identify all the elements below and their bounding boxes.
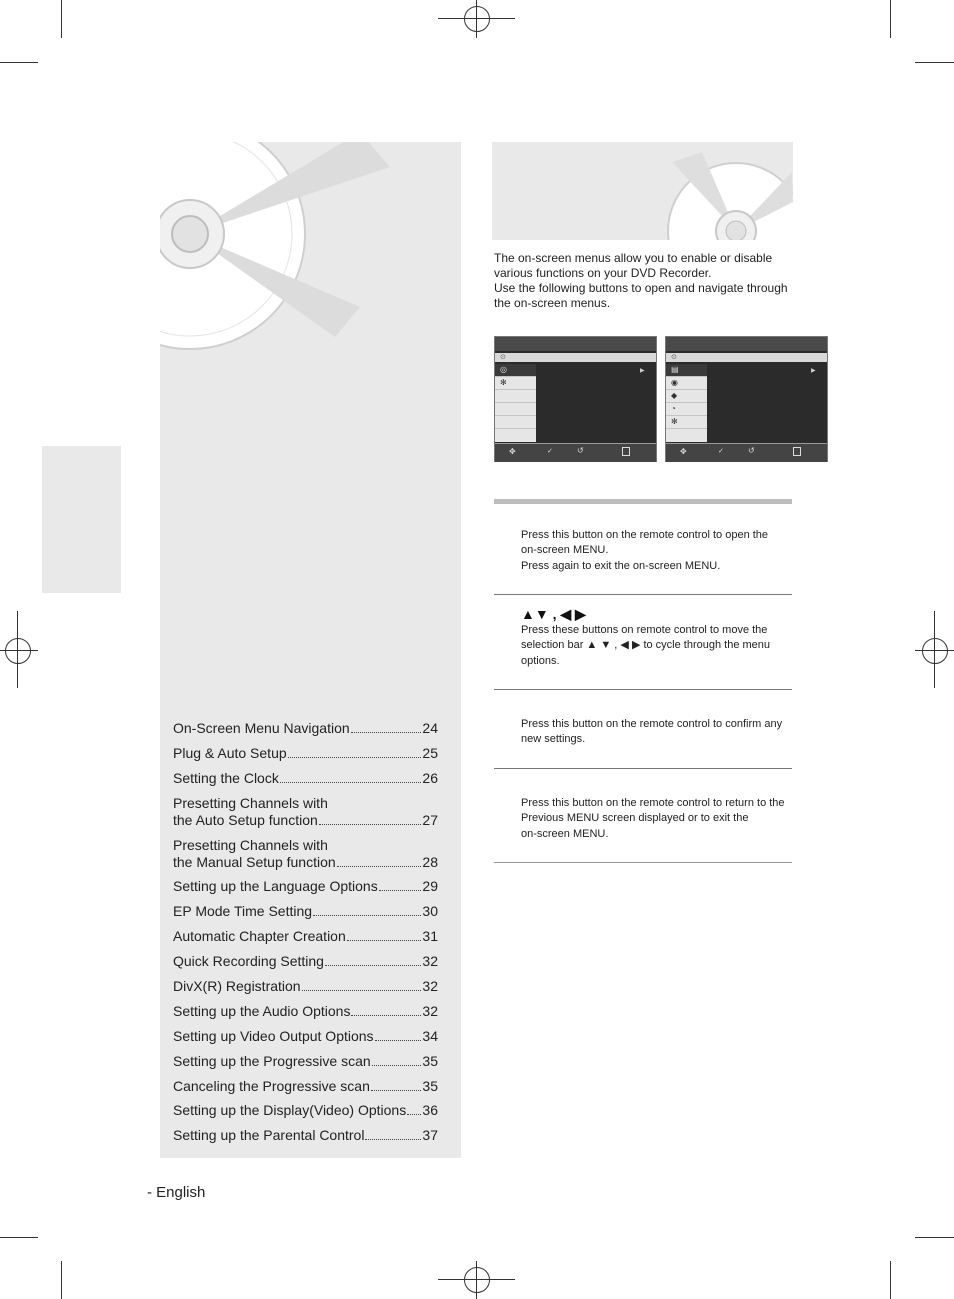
screen-menu-item — [666, 390, 707, 403]
toc-entry-title: Setting the Clock — [173, 769, 279, 786]
toc-leader-dots — [325, 965, 421, 966]
arrow-buttons-description — [521, 605, 786, 669]
toc-entry — [173, 1102, 438, 1119]
intro-line: various functions on your DVD Recorder. — [494, 266, 712, 280]
section-divider — [494, 594, 792, 595]
disc-icon: ⊙ — [671, 354, 677, 361]
menu-screenshot-2 — [665, 336, 828, 462]
description-line: Press this button on the remote control to return to the — [521, 797, 785, 809]
screen-menu-item — [495, 364, 536, 377]
toc-page-number: 24 — [422, 720, 438, 736]
toc-leader-dots — [347, 940, 422, 941]
toc-page-number: 32 — [422, 978, 438, 995]
screen-bottom-bar — [666, 443, 827, 462]
programme-icon: ◎ — [500, 365, 507, 374]
intro-line: The on-screen menus allow you to enable or disable — [494, 251, 773, 265]
screen-menu-item — [495, 390, 536, 403]
ok-button-description — [521, 717, 786, 748]
toc-page-number: 32 — [422, 1002, 438, 1019]
toc-leader-dots — [280, 782, 422, 783]
toc-leader-dots — [319, 824, 422, 825]
screen-menu-column — [495, 364, 536, 442]
screen-menu-item — [666, 377, 707, 390]
toc-entry-title: On-Screen Menu Navigation — [173, 720, 350, 736]
crop-mark — [61, 0, 62, 38]
timer-icon: ◔ — [671, 404, 676, 413]
toc-entry-title: Presetting Channels with — [173, 794, 328, 811]
description-line: options. — [521, 654, 560, 667]
toc-page-number: 31 — [422, 928, 438, 945]
menu-button-description — [521, 528, 786, 574]
description-line: Press this button on the remote control to confirm any — [521, 718, 783, 730]
toc-leader-dots — [302, 990, 422, 991]
section-top-rule — [494, 499, 792, 504]
crop-mark — [0, 62, 38, 63]
right-arrow-icon: ▶ — [811, 368, 816, 374]
description-line: on-screen MENU. — [521, 544, 609, 557]
description-line: new settings. — [521, 733, 586, 746]
description-line: Press again to exit the on-screen MENU. — [521, 559, 721, 572]
toc-entry-title: Setting up the Language Options — [173, 878, 378, 895]
toc-entry-title: Setting up the Audio Options — [173, 1002, 351, 1019]
setup-gear-icon: ✻ — [671, 417, 678, 426]
description-line: Press these buttons on remote control to move the — [521, 624, 768, 636]
toc-entry — [173, 1003, 438, 1020]
disc-manager-icon: ◉ — [671, 378, 678, 387]
screen-sub-bar — [666, 353, 827, 362]
description-line: selection bar ▲ ▼ , ◀ ▶ to cycle through the menu — [521, 639, 771, 652]
description-line: Previous MENU screen displayed or to exit the — [521, 812, 749, 825]
toc-entry — [173, 1127, 438, 1144]
toc-leader-dots — [351, 1015, 421, 1016]
screen-menu-item — [495, 403, 536, 416]
library-icon: ▤ — [671, 365, 679, 374]
toc-entry-title: Canceling the Progressive scan — [173, 1077, 370, 1094]
toc-leader-dots — [407, 1114, 421, 1115]
toc-entry-title: the Auto Setup function — [173, 811, 318, 828]
description-line: on-screen MENU. — [521, 827, 609, 840]
toc-page-number: 37 — [422, 1127, 438, 1144]
toc-entry — [173, 903, 438, 920]
toc-entry-title: Setting up Video Output Options — [173, 1027, 374, 1044]
screen-sub-bar — [495, 353, 656, 362]
exit-icon — [622, 447, 630, 456]
toc-entry-title: Plug & Auto Setup — [173, 744, 287, 761]
toc-page-number: 25 — [422, 744, 438, 761]
setup-gear-icon: ✻ — [500, 378, 507, 387]
toc-page-number: 26 — [422, 769, 438, 786]
toc-entry-title: Presetting Channels with — [173, 836, 328, 853]
toc-page-number: 28 — [422, 853, 438, 870]
toc-page-number: 35 — [422, 1052, 438, 1069]
screen-menu-item — [666, 364, 707, 377]
toc-entry-title: the Manual Setup function — [173, 853, 336, 870]
toc-leader-dots — [313, 915, 421, 916]
toc-entry — [173, 745, 438, 762]
intro-text — [494, 251, 794, 311]
toc-leader-dots — [365, 1139, 421, 1140]
screen-menu-item — [666, 429, 707, 441]
toc-entry — [173, 978, 438, 995]
move-icon: ✥ — [680, 447, 687, 456]
exit-icon — [793, 447, 801, 456]
screen-menu-item — [495, 429, 536, 441]
section-divider — [494, 768, 792, 769]
return-icon: ↺ — [577, 446, 584, 455]
toc-leader-dots — [379, 890, 422, 891]
screen-menu-item — [666, 403, 707, 416]
intro-line: Use the following buttons to open and navigate through — [494, 281, 788, 295]
chapter-side-tab — [42, 446, 121, 593]
crop-mark — [61, 1261, 62, 1299]
menu-screenshot-1 — [494, 336, 657, 462]
screen-menu-item — [666, 416, 707, 429]
toc-entry — [173, 928, 438, 945]
toc-entry — [173, 795, 438, 829]
section-divider — [494, 862, 792, 863]
toc-page-number: 32 — [422, 953, 438, 970]
section-banner — [492, 142, 793, 240]
disc-icon: ⊙ — [500, 354, 506, 361]
toc-entry — [173, 1053, 438, 1070]
return-button-description — [521, 796, 786, 842]
toc-entry-title: DivX(R) Registration — [173, 978, 301, 995]
toc-page-number: 27 — [422, 811, 438, 828]
toc-entry — [173, 878, 438, 895]
section-divider — [494, 689, 792, 690]
screen-title-bar — [666, 337, 827, 351]
toc-entry — [173, 1028, 438, 1045]
toc-page-number: 34 — [422, 1027, 438, 1044]
crop-mark — [915, 62, 954, 63]
screen-bottom-bar — [495, 443, 656, 462]
toc-page-number: 29 — [422, 878, 438, 895]
copy-icon: ◆ — [671, 391, 678, 400]
toc-leader-dots — [288, 757, 422, 758]
table-of-contents — [173, 720, 438, 1152]
disc-graphic — [492, 142, 793, 240]
toc-leader-dots — [371, 1090, 422, 1091]
toc-entry-title: EP Mode Time Setting — [173, 903, 313, 920]
toc-entry — [173, 1078, 438, 1095]
screen-menu-item — [495, 416, 536, 429]
toc-entry — [173, 720, 438, 737]
right-arrow-icon: ▶ — [640, 368, 645, 374]
toc-leader-dots — [337, 866, 422, 867]
toc-leader-dots — [372, 1065, 422, 1066]
toc-entry-title: Automatic Chapter Creation — [173, 928, 346, 945]
toc-entry-title: Setting up the Parental Control — [173, 1127, 365, 1144]
chapter-panel — [160, 142, 461, 1158]
toc-entry — [173, 953, 438, 970]
screen-title-bar — [495, 337, 656, 351]
toc-entry — [173, 770, 438, 787]
toc-page-number: 30 — [422, 903, 438, 920]
crop-mark — [0, 1237, 38, 1238]
toc-page-number: 35 — [422, 1077, 438, 1094]
toc-leader-dots — [351, 732, 422, 733]
toc-page-number: 36 — [422, 1102, 438, 1119]
toc-entry-title: Setting up the Progressive scan — [173, 1052, 371, 1069]
page-footer-language: - English — [147, 1184, 206, 1201]
screen-menu-item — [495, 377, 536, 390]
move-icon: ✥ — [509, 447, 516, 456]
crop-mark — [890, 1261, 891, 1299]
arrow-buttons-icon: ▲▼ , ◀ ▶ — [521, 606, 586, 622]
ok-icon: ✓ — [718, 448, 724, 455]
toc-entry-title: Setting up the Display(Video) Options — [173, 1102, 407, 1119]
disc-graphic — [160, 142, 461, 362]
ok-icon: ✓ — [547, 448, 553, 455]
toc-entry-title: Quick Recording Setting — [173, 953, 324, 970]
crop-mark — [890, 0, 891, 38]
crop-mark — [915, 1237, 954, 1238]
toc-entry — [173, 837, 438, 871]
return-icon: ↺ — [748, 446, 755, 455]
screen-menu-column — [666, 364, 707, 442]
description-line: Press this button on the remote control to open the — [521, 529, 769, 541]
intro-line: the on-screen menus. — [494, 296, 611, 310]
toc-leader-dots — [375, 1040, 422, 1041]
